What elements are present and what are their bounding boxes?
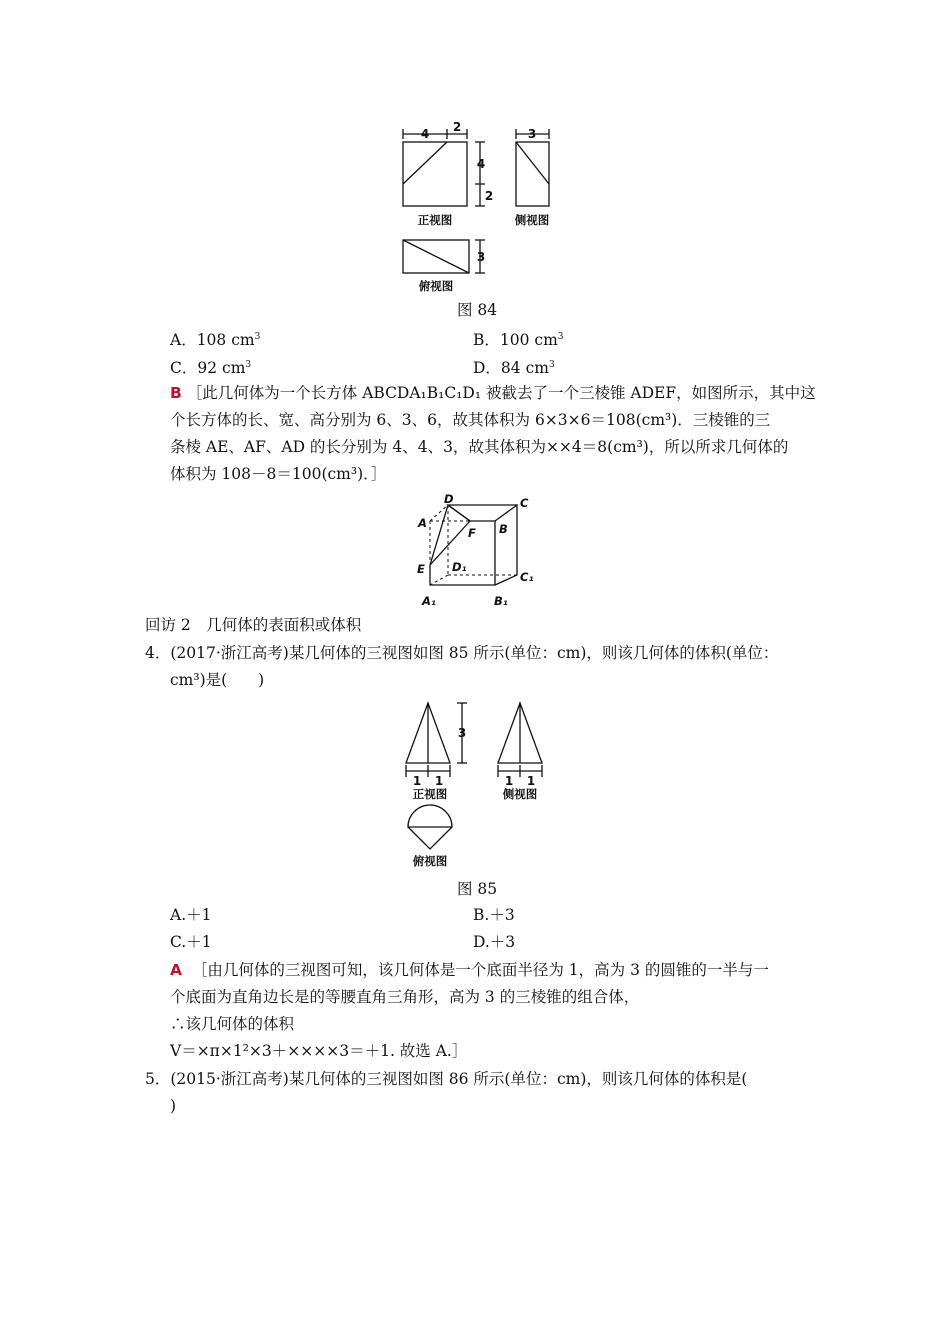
q5-line-1: 5．(2015·浙江高考)某几何体的三视图如图 86 所示(单位：cm)，则该几何体的体积是( [145, 1070, 748, 1088]
figure-85-caption: 图 85 [457, 880, 498, 898]
label-front-view-85: 正视图 [412, 787, 448, 801]
label-top-view-85: 俯视图 [412, 854, 448, 868]
q4-option-d: D.＋3 [473, 933, 516, 951]
cube-figure [410, 493, 540, 611]
vertex-B: B [499, 522, 508, 536]
dim-right-b: 2 [484, 189, 494, 203]
dim-side-right: 1 [526, 774, 536, 788]
q4-option-a: A.＋1 [170, 906, 212, 924]
dim-side-left: 1 [504, 774, 514, 788]
vertex-D1: D₁ [452, 560, 467, 574]
q4-solution-line-2: 个底面为直角边长是的等腰直角三角形，高为 3 的三棱锥的组合体， [170, 988, 640, 1006]
q4-solution-line-4: V＝×π×1²×3＋××××3＝＋1. 故选 A.］ [170, 1042, 468, 1060]
dim-top-a: 4 [420, 127, 430, 141]
plan-triangle [408, 827, 452, 849]
q3-option-b: B．100 $cm^3$ [473, 331, 564, 349]
dim-plan-right: 3 [476, 250, 486, 264]
dim-front-left: 1 [412, 774, 422, 788]
figure-84-caption: 图 84 [457, 301, 498, 319]
vertex-A: A [418, 516, 427, 530]
figure-84-three-views [395, 122, 560, 297]
figure-85-three-views [400, 697, 560, 872]
vertex-C: C [520, 496, 529, 510]
dim-side-top: 3 [527, 127, 537, 141]
vertex-F: F [468, 526, 476, 540]
vertex-C1: C₁ [520, 570, 534, 584]
label-top-view: 俯视图 [418, 279, 454, 293]
section-heading: 回访 2 几何体的表面积或体积 [145, 616, 362, 634]
q3-option-c: C．92 $cm^3$ [170, 359, 252, 377]
q4-option-b: B.＋3 [473, 906, 515, 924]
q4-line-2: cm³)是( ) [170, 671, 265, 689]
dim-right-a: 4 [476, 157, 486, 171]
q4-line-1: 4．(2017·浙江高考)某几何体的三视图如图 85 所示(单位：cm)，则该几何体的体积(单位： [145, 644, 779, 662]
side-view-rect [516, 142, 549, 206]
dim-front-right: 1 [434, 774, 444, 788]
plan-view-diagonal [403, 240, 469, 273]
label-side-view: 侧视图 [514, 213, 550, 227]
q5-line-2: ) [170, 1097, 177, 1115]
q3-option-d: D．84 $cm^3$ [473, 359, 555, 377]
dim-top-b: 2 [452, 122, 462, 134]
q3-solution-line-2: 个长方体的长、宽、高分别为 6、3、6，故其体积为 6×3×6＝108(cm³)．三棱锥的三 [170, 411, 771, 429]
vertex-B1: B₁ [494, 594, 508, 608]
q3-solution-line-1: B ［此几何体为一个长方体 ABCDA₁B₁C₁D₁ 被截去了一个三棱锥 ADEF，如图所示，其中这 [170, 384, 816, 402]
q4-solution-line-3: ∴该几何体的体积 [170, 1015, 295, 1033]
label-side-view-85: 侧视图 [502, 787, 538, 801]
vertex-D: D [444, 493, 454, 506]
front-view-diagonal [403, 142, 447, 184]
side-view-diagonal [516, 142, 549, 184]
q3-option-a: A．108 $cm^3$ [170, 331, 261, 349]
q4-solution-line-1: A ［由几何体的三视图可知，该几何体是一个底面半径为 1，高为 3 的圆锥的一半与一 [170, 961, 769, 979]
vertex-E: E [417, 562, 425, 576]
q3-answer-letter: B [170, 384, 182, 402]
q4-answer-letter: A [170, 961, 182, 979]
q4-option-c: C.＋1 [170, 933, 212, 951]
plan-half-circle [408, 805, 452, 827]
q3-solution-line-4: 体积为 108－8＝100(cm³)．］ [170, 465, 387, 483]
q3-solution-line-3: 条棱 AE、AF、AD 的长分别为 4、4、3，故其体积为××4＝8(cm³)，所以所求几何体的 [170, 438, 789, 456]
label-front-view: 正视图 [417, 213, 453, 227]
dim-height: 3 [457, 726, 467, 740]
vertex-A1: A₁ [422, 594, 436, 608]
